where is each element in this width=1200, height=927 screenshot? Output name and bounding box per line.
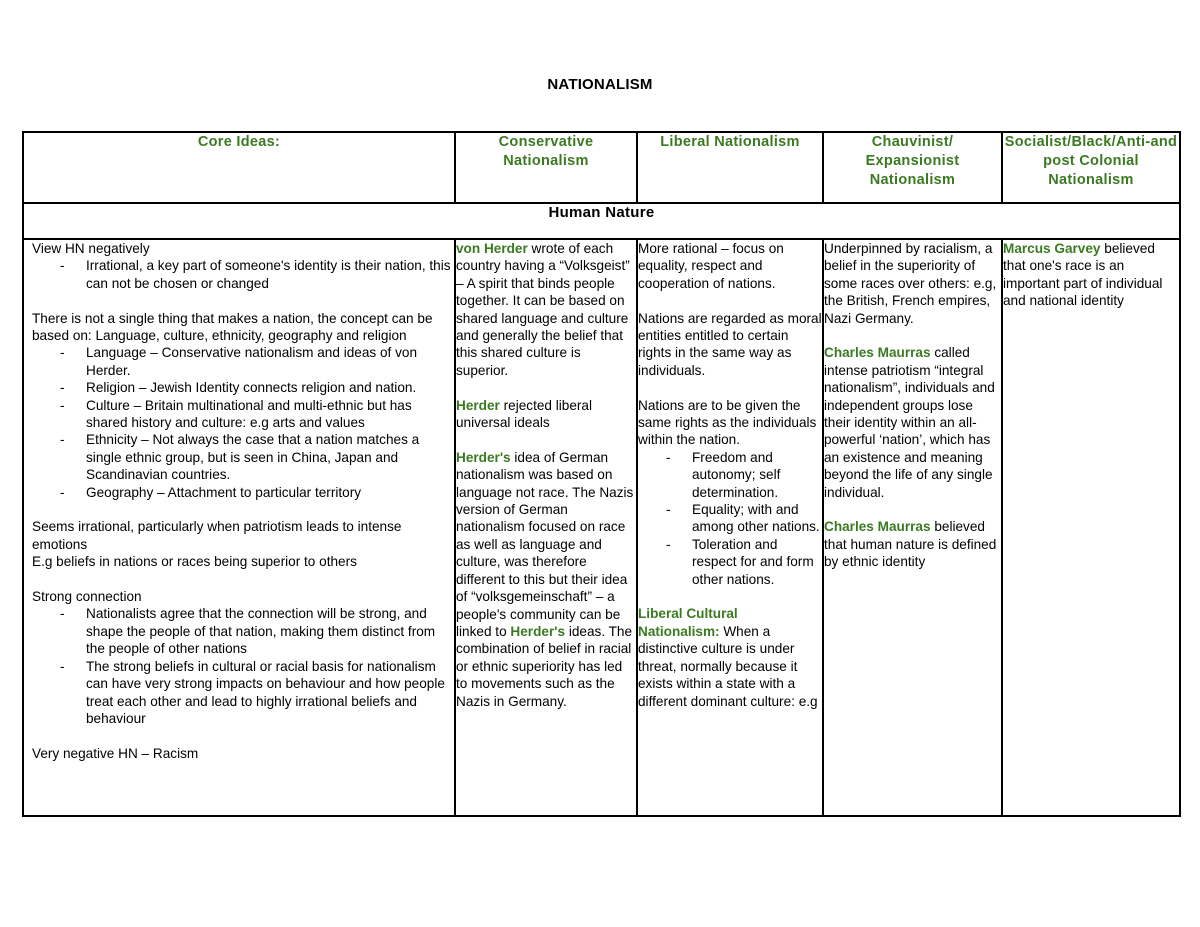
chauvinist-p1: Underpinned by racialism, a belief in the superiority of some races over others: e.g, the British, French empires, Nazi Germany. [824,241,997,326]
liberal-p4 [638,605,822,709]
text: believed that human nature is defined by ethnic identity [824,519,997,570]
list-item: - Language – Conservative nationalism and ideas of von Herder. [32,344,454,379]
nationalism-table [22,131,1181,817]
text: rejected liberal universal ideals [456,397,593,431]
core-list-1 [32,257,454,292]
header-chauvinist: Chauvinist/ Expansionist Nationalism [823,132,1002,203]
core-list-2 [32,344,454,501]
liberal-p1: More rational – focus on equality, respect and cooperation of nations. [638,241,784,291]
header-core-ideas: Core Ideas: [23,132,455,203]
conservative-p2 [456,397,636,432]
conservative-p1 [456,240,636,379]
header-socialist: Socialist/Black/Anti-and post Colonial Nationalism [1002,132,1180,203]
core-p1: View HN negatively [32,241,150,256]
spacer [32,727,454,744]
list-item: - Irrational, a key part of someone's identity is their nation, this can not be chosen or changed [32,257,454,292]
name-highlight: Herder's [456,449,511,465]
spacer [638,379,822,396]
cell-liberal [637,239,823,816]
list-item: - Freedom and autonomy; self determination. [638,449,822,501]
header-conservative: Conservative Nationalism [455,132,637,203]
list-item: - The strong beliefs in cultural or racial basis for nationalism can have very strong impacts on behaviour and how people treat each other and lead to highly irrational beliefs and behaviour [32,658,454,728]
name-highlight: Herder [456,397,500,413]
cell-socialist [1002,239,1180,816]
cell-core-ideas [23,239,455,816]
text: ideas. The combination of belief in racial or ethnic superiority has led to movements such as the Nazis in Germany. [456,623,633,709]
header-row [23,132,1180,203]
spacer [456,379,636,396]
spacer [32,292,454,309]
name-highlight: Marcus Garvey [1003,241,1101,256]
text: wrote of each country having a “Volksgeist” – A spirit that binds people together. It can be based on shared language and culture and generally the belief that this shared culture is superior. [456,241,630,378]
core-p6: Very negative HN – Racism [32,745,199,761]
list-item: - Religion – Jewish Identity connects religion and nation. [32,379,454,396]
name-highlight: Liberal Cultural Nationalism: [638,606,738,639]
conservative-p3 [456,449,636,710]
document-title: NATIONALISM [547,76,653,93]
list-item: - Equality; with and among other nations. [638,501,822,536]
text: believed that one's race is an important part of individual and national identity [1003,241,1163,309]
liberal-p3: Nations are to be given the same rights as the individuals within the nation. [638,397,817,448]
list-item: - Toleration and respect for and form other nations. [638,536,822,588]
section-row [23,203,1180,239]
spacer [456,431,636,448]
spacer [32,571,454,588]
liberal-list [638,449,822,588]
list-item: - Culture – Britain multinational and multi-ethnic but has shared history and culture: e.g arts and values [32,397,454,432]
spacer [824,327,1001,344]
text: called intense patriotism “integral nationalism”, individuals and independent groups lose their identity within an all-powerful ‘nation’, which has an existence and meaning beyond the life of any single individual. [824,345,995,500]
list-item: - Ethnicity – Not always the case that a nation matches a single ethnic group, but is seen in China, Japan and Scandinavian countries. [32,431,454,483]
core-p5: Strong connection [32,589,142,605]
name-highlight: Herder's [510,623,566,639]
spacer [32,501,454,518]
spacer [824,501,1001,518]
name-highlight: Charles Maurras [824,519,931,535]
content-row [23,239,1180,816]
section-human-nature: Human Nature [23,203,1180,239]
chauvinist-p3 [824,518,1001,570]
list-item: - Nationalists agree that the connection will be strong, and shape the people of that nation, making them distinct from the people of other nations [32,605,454,657]
cell-chauvinist [823,239,1002,816]
spacer [638,292,822,309]
core-list-3 [32,605,454,727]
chauvinist-p2 [824,344,1001,501]
liberal-p2: Nations are regarded as moral entities entitled to certain rights in the same way as individuals. [638,310,822,378]
cell-conservative [455,239,637,816]
text: idea of German nationalism was based on language not race. The Nazis version of German nationalism focused on race as well as language and culture, was therefore different to this but their idea of “volksgemeinschaft” – a people's community can be linked to [456,449,634,639]
name-highlight: von Herder [456,241,528,256]
spacer [638,588,822,605]
core-p2: There is not a single thing that makes a nation, the concept can be based on: Language, culture, ethnicity, geography and religion [32,310,433,344]
name-highlight: Charles Maurras [824,345,931,361]
text: When a distinctive culture is under threat, normally because it exists within a state with a different dominant culture: e.g [638,623,818,709]
header-liberal: Liberal Nationalism [637,132,823,203]
core-p4: E.g beliefs in nations or races being superior to others [32,554,357,570]
list-item: - Geography – Attachment to particular territory [32,484,454,501]
socialist-p1 [1003,240,1179,310]
core-p3: Seems irrational, particularly when patriotism leads to intense emotions [32,519,402,552]
